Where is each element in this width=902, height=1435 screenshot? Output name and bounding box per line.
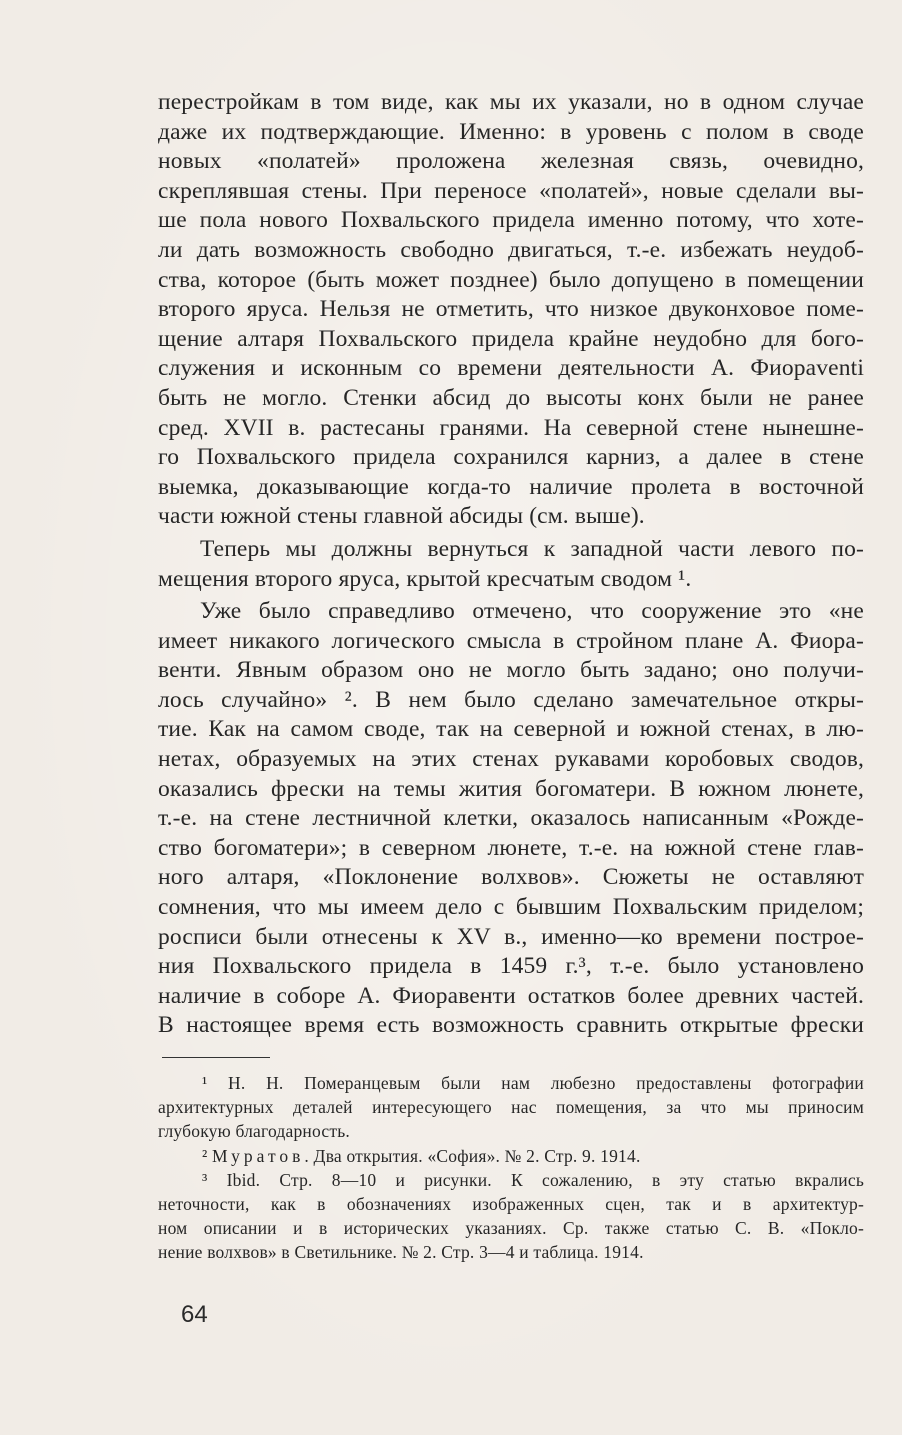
text-line: новых «полатей» проложена железная связь, очевидно,	[158, 148, 864, 175]
footnote-line: архитектурных деталей интересующего нас помещения, за что мы приносим	[158, 1097, 864, 1118]
text-line: оказались фрески на темы жития богоматери. В южном люнете,	[158, 775, 864, 802]
text-line: нетах, образуемых на этих стенах рукавами коробовых сводов,	[158, 746, 864, 773]
text-line: В настоящее время есть возможность сравнить открытые фрески	[158, 1012, 864, 1039]
text-line: быть не могло. Стенки абсид до высоты конх были не ранее	[158, 384, 864, 411]
text-line: лось случайно» ². В нем было сделано замечательное откры-	[158, 686, 864, 713]
text-line: т.-е. на стене лестничной клетки, оказалось написанным «Рожде-	[158, 805, 864, 832]
text-line: тие. Как на самом своде, так на северной и южной стенах, в лю-	[158, 716, 864, 743]
text-line: ния Похвальского придела в 1459 г.³, т.-е. было установлено	[158, 953, 864, 980]
main-text	[158, 88, 864, 1041]
text-line: мещения второго яруса, крытой кресчатым сводом ¹.	[158, 565, 692, 592]
footnote-text: . Два открытия. «София». № 2. Стр. 9. 1914.	[304, 1145, 641, 1166]
text-line: ного алтаря, «Поклонение волхвов». Сюжеты не оставляют	[158, 864, 864, 891]
text-line: имеет никакого логического смысла в стройном плане А. Фиора-	[158, 627, 864, 654]
text-line: части южной стены главной абсиды (см. выше).	[158, 503, 645, 530]
text-line: щение алтаря Похвальского придела крайне неудобно для бого-	[158, 325, 864, 352]
page-number: 64	[181, 1301, 208, 1328]
text-line: сред. XVII в. растесаны гранями. На северной стене нынешне-	[158, 414, 864, 441]
text-line: наличие в соборе А. Фиоравенти остатков более древних частей.	[158, 982, 864, 1009]
text-line: венти. Явным образом оно не могло быть задано; оно получи-	[158, 657, 864, 684]
text-line: ли дать возможность свободно двигаться, т.-е. избежать неудоб-	[158, 236, 864, 263]
text-line: росписи были отнесены к XV в., именно—ко времени построе-	[158, 923, 864, 950]
text-line: ство богоматери»; в северном люнете, т.-е. на южной стене глав-	[158, 834, 864, 861]
text-line: скреплявшая стены. При переносе «полатей», новые сделали вы-	[158, 177, 864, 204]
text-line: Уже было справедливо отмечено, что сооружение это «не	[200, 598, 864, 625]
footnote-line: глубокую благодарность.	[158, 1121, 350, 1142]
text-line: ства, которое (быть может позднее) было допущено в помещении	[158, 266, 864, 293]
text-line: выемка, доказывающие когда-то наличие пролета в восточной	[158, 473, 864, 500]
footnote-separator	[162, 1057, 270, 1058]
footnote-line: нение волхвов» в Светильнике. № 2. Стр. 3—4 и таблица. 1914.	[158, 1242, 644, 1263]
text-line: сомнения, что мы имеем дело с бывшим Похвальским приделом;	[158, 894, 864, 921]
text-line: даже их подтверждающие. Именно: в уровень с полом в своде	[158, 118, 864, 145]
text-line: служения и исконным со времени деятельности А. Фиораventi	[158, 355, 864, 382]
text-line: Теперь мы должны вернуться к западной части левого по-	[200, 535, 864, 562]
footnote-line: ном описании и в исторических указаниях. Ср. также статью С. В. «Покло-	[158, 1218, 864, 1239]
text-line: го Похвальского придела сохранился карниз, а далее в стене	[158, 444, 864, 471]
footnote-line: ¹ Н. Н. Померанцевым были нам любезно предоставлены фотографии	[202, 1073, 864, 1093]
footnote-line	[158, 1144, 864, 1168]
footnote-line: неточности, как в обозначениях изображенных сцен, так и в архитектур-	[158, 1193, 864, 1214]
text-line: ше пола нового Похвальского придела именно потому, что хоте-	[158, 207, 864, 234]
text-line: перестройкам в том виде, как мы их указали, но в одном случае	[158, 89, 864, 115]
footnotes	[158, 1071, 864, 1265]
text-line: второго яруса. Нельзя не отметить, что низкое двуконховое поме-	[158, 296, 864, 323]
footnote-line: ³ Ibid. Стр. 8—10 и рисунки. К сожалению, в эту статью вкрались	[202, 1169, 864, 1190]
footnote-marker: ²	[202, 1145, 213, 1166]
footnote-author: Муратов	[212, 1145, 305, 1166]
